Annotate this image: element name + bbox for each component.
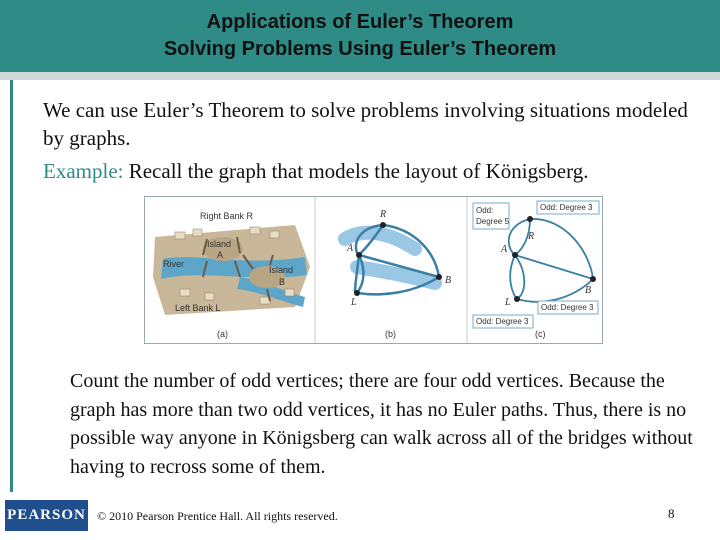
- box-top-text: Odd: Degree 3: [540, 203, 593, 212]
- page-number: 8: [668, 506, 675, 521]
- label-island-b-line1: Island: [269, 265, 294, 275]
- vertex-b-c: B: [585, 285, 592, 296]
- vertex-a-b: A: [347, 243, 354, 254]
- vertex-r-b: R: [380, 209, 387, 220]
- conclusion-paragraph: Count the number of odd vertices; there are four odd vertices. Because the graph has more than two odd vertices, it has no Euler paths. Thus, there is no possible way anyone in Königsberg can walk across all of the bridges without having to recross some of them.: [70, 370, 693, 478]
- copyright-notice: © 2010 Pearson Prentice Hall. All rights reserved.: [97, 509, 338, 523]
- vertex-l-c: L: [505, 297, 511, 308]
- label-left-bank: Left Bank L: [175, 303, 221, 313]
- konigsberg-figure: [144, 196, 603, 344]
- caption-b: (b): [385, 329, 396, 339]
- example-label: Example:: [43, 159, 124, 183]
- label-right-bank: Right Bank R: [200, 211, 254, 221]
- example-text: Recall the graph that models the layout of Königsberg.: [123, 159, 589, 183]
- vertex-l-b: L: [351, 297, 357, 308]
- label-island-b-line2: B: [279, 277, 286, 287]
- slide-subtitle: Solving Problems Using Euler’s Theorem: [163, 38, 557, 60]
- panel-a-map: [147, 199, 315, 341]
- label-river: River: [163, 259, 185, 269]
- caption-c: (c): [535, 329, 546, 339]
- title-banner-rule: [0, 72, 720, 80]
- caption-a: (a): [217, 329, 228, 339]
- label-island-a-line2: A: [217, 250, 224, 260]
- vertex-b-b: B: [445, 275, 452, 286]
- box-right-text: Odd: Degree 3: [541, 303, 594, 312]
- vertex-a-c: A: [501, 244, 508, 255]
- box-r-line1: Odd:: [476, 206, 494, 215]
- box-r-line2: Degree 5: [476, 217, 509, 226]
- left-accent-line: [10, 80, 13, 492]
- label-island-a-line1: Island: [207, 239, 232, 249]
- panel-b-graph: [345, 209, 451, 339]
- example-paragraph: [43, 157, 693, 185]
- intro-paragraph: We can use Euler’s Theorem to solve problems involving situations modeled by graphs.: [43, 98, 688, 150]
- konigsberg-figure-svg: [145, 197, 602, 343]
- slide-title: Applications of Euler’s Theorem: [206, 11, 514, 33]
- box-bottom-text: Odd: Degree 3: [476, 317, 529, 326]
- panel-c-graph: [473, 201, 599, 339]
- vertex-r-c: R: [528, 231, 535, 242]
- pearson-logo: PEARSON: [5, 500, 88, 531]
